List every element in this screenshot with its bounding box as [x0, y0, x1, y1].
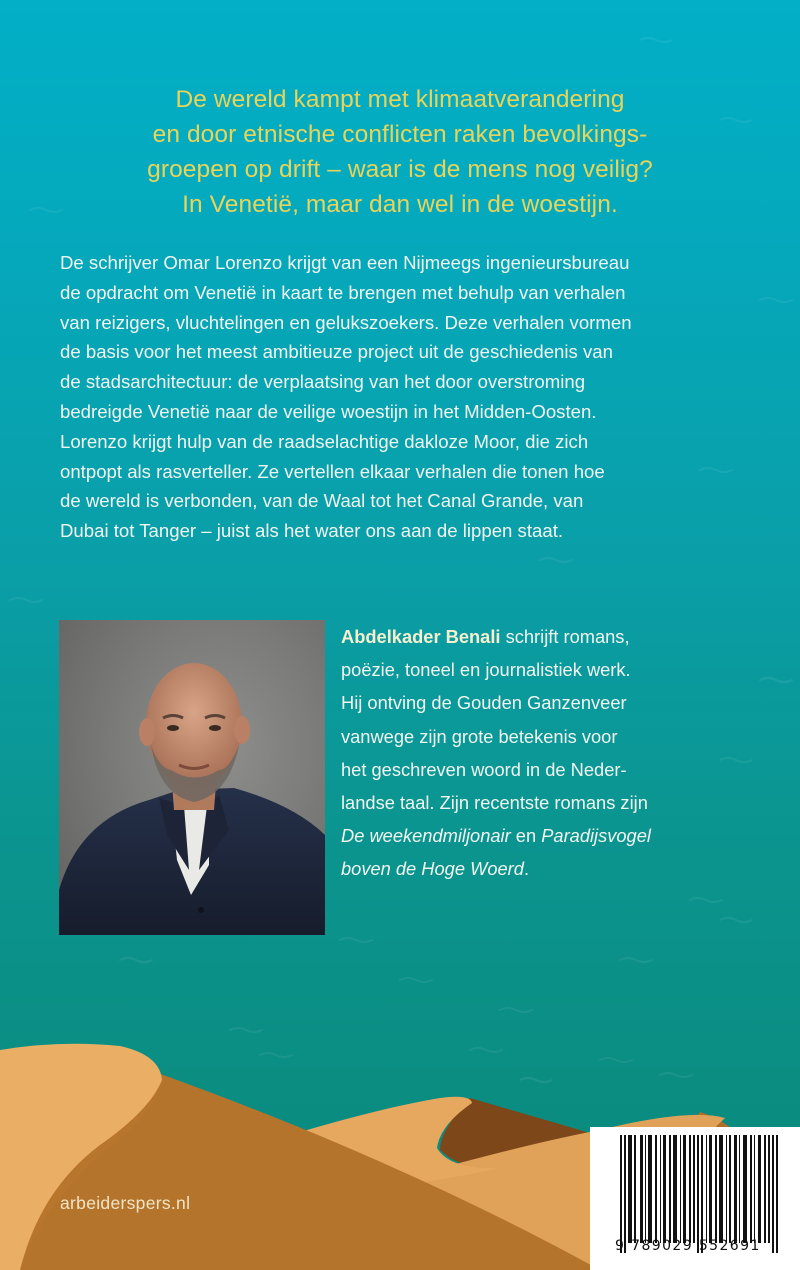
bio-text: .: [523, 858, 530, 880]
bio-line: [341, 852, 781, 885]
synopsis-line: van reizigers, vluchtelingen en gelukszoekers. Deze verhalen vormen: [60, 311, 632, 333]
bio-line: vanwege zijn grote betekenis voor: [341, 725, 618, 747]
bio-line: [341, 819, 781, 852]
bio-line: landse taal. Zijn recentste romans zijn: [341, 792, 648, 814]
bio-text: en: [510, 825, 542, 847]
bio-text: schrijft romans,: [500, 626, 630, 647]
tagline-line: De wereld kampt met klimaatverandering: [175, 86, 625, 113]
synopsis-line: de opdracht om Venetië in kaart te brengen met behulp van verhalen: [60, 281, 626, 303]
synopsis-line: de wereld is verbonden, van de Waal tot het Canal Grande, van: [60, 490, 584, 512]
synopsis: [60, 248, 760, 546]
synopsis-line: de stadsarchitectuur: de verplaatsing van het door overstroming: [60, 371, 586, 393]
isbn-number: 9 789029 552691: [615, 1238, 761, 1254]
book-title: boven de Hoge Woerd: [341, 858, 524, 880]
author-photo: [59, 620, 325, 935]
bio-line: [341, 620, 781, 653]
bio-line: poëzie, toneel en journalistiek werk.: [341, 659, 631, 681]
book-title: Paradijsvogel: [541, 825, 651, 847]
tagline-line: en door etnische conflicten raken bevolkings-: [152, 121, 648, 148]
tagline-line: In Venetië, maar dan wel in de woestijn.: [182, 191, 618, 218]
author-bio: [341, 620, 781, 886]
book-title: De weekendmiljonair: [341, 825, 511, 847]
synopsis-line: bedreigde Venetië naar de veilige woestijn in het Midden-Oosten.: [60, 400, 597, 422]
barcode-icon: [620, 1135, 778, 1253]
bio-line: het geschreven woord in de Neder-: [341, 758, 627, 780]
author-name: Abdelkader Benali: [341, 626, 501, 647]
synopsis-line: Lorenzo krijgt hulp van de raadselachtige dakloze Moor, die zich: [60, 430, 589, 452]
publisher-website: arbeiderspers.nl: [60, 1193, 191, 1213]
tagline: [0, 82, 800, 222]
author-portrait-illustration: [59, 620, 325, 935]
synopsis-line: de basis voor het meest ambitieuze project uit de geschiedenis van: [60, 341, 613, 363]
synopsis-line: De schrijver Omar Lorenzo krijgt van een Nijmeegs ingenieursbureau: [60, 252, 630, 273]
synopsis-line: Dubai tot Tanger – juist als het water ons aan de lippen staat.: [60, 520, 564, 542]
tagline-line: groepen op drift – waar is de mens nog veilig?: [147, 156, 653, 183]
isbn-barcode: [590, 1127, 800, 1270]
bio-line: Hij ontving de Gouden Ganzenveer: [341, 692, 627, 714]
synopsis-line: ontpopt als rasverteller. Ze vertellen elkaar verhalen die tonen hoe: [60, 460, 605, 482]
